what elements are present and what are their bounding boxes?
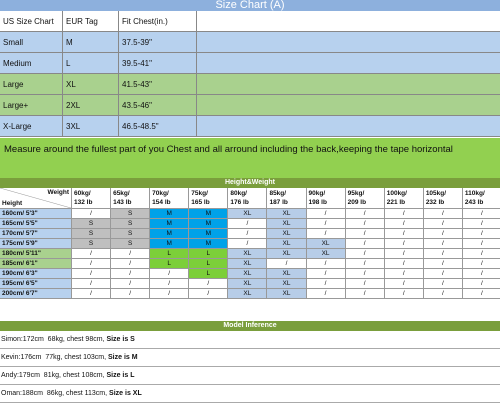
weight-column-header: [111, 188, 150, 209]
weight-column-header: [228, 188, 267, 209]
size-cell: S: [72, 239, 111, 249]
size-cell: /: [228, 219, 267, 229]
weight-lb-label: 198 lb: [308, 199, 327, 206]
weight-lb-label: 132 lb: [74, 199, 93, 206]
model-inference-line: [0, 367, 500, 385]
size-cell: /: [307, 259, 346, 269]
size-cell: /: [463, 209, 500, 219]
size-chart-eur-cell: 2XL: [63, 95, 119, 116]
size-chart-row: [0, 74, 500, 95]
model-inference-title: Model Inference: [0, 321, 500, 331]
size-cell: /: [385, 249, 424, 259]
size-cell: /: [385, 219, 424, 229]
size-cell: /: [463, 269, 500, 279]
size-chart-header-eur: EUR Tag: [63, 11, 119, 32]
size-cell: /: [346, 249, 385, 259]
model-inference-line: [0, 385, 500, 403]
size-cell: /: [424, 229, 463, 239]
weight-kg-label: 65kg/: [113, 190, 130, 197]
height-row: [0, 259, 500, 269]
measure-instruction: Measure around the fullest part of you Chest and all arround including the back,keeping the tape horizontal: [0, 138, 500, 178]
size-cell: /: [307, 269, 346, 279]
size-cell: /: [267, 259, 306, 269]
size-cell: XL: [267, 289, 306, 299]
size-cell: /: [307, 209, 346, 219]
size-cell: /: [189, 289, 228, 299]
weight-kg-label: 90kg/: [308, 190, 326, 197]
size-cell: /: [385, 289, 424, 299]
weight-lb-label: 154 lb: [152, 199, 171, 206]
size-cell: /: [424, 219, 463, 229]
size-chart-us-cell: Small: [0, 32, 63, 53]
size-cell: XL: [307, 239, 346, 249]
size-cell: /: [463, 239, 500, 249]
size-cell: XL: [228, 209, 267, 219]
size-cell: /: [111, 249, 150, 259]
size-chart-blank-cell: [197, 32, 500, 53]
weight-kg-label: 70kg/: [152, 190, 169, 197]
size-cell: /: [424, 259, 463, 269]
size-cell: /: [307, 229, 346, 239]
size-cell: S: [111, 239, 150, 249]
weight-kg-label: 80kg/: [230, 190, 247, 197]
size-chart-blank-cell: [197, 74, 500, 95]
size-cell: M: [150, 209, 189, 219]
size-chart-eur-cell: M: [63, 32, 119, 53]
model-stats-text: Oman:188cm 86kg, chest 113cm,: [1, 390, 110, 397]
size-chart-us-cell: Large+: [0, 95, 63, 116]
size-cell: XL: [228, 249, 267, 259]
size-chart-chest-cell: 43.5-46": [119, 95, 197, 116]
height-label: 165cm/ 5'5": [0, 219, 72, 229]
size-cell: /: [385, 259, 424, 269]
weight-kg-label: 85kg/: [269, 190, 287, 197]
model-stats-text: Kevin:176cm 77kg, chest 103cm,: [1, 354, 108, 361]
model-size-result: Size is L: [106, 372, 135, 379]
height-label: 200cm/ 6'7": [0, 289, 72, 299]
size-chart-title: Size Chart (A): [0, 0, 500, 11]
size-cell: /: [346, 219, 385, 229]
size-chart-row: [0, 116, 500, 137]
size-chart-header-blank: [197, 11, 500, 32]
size-cell: S: [111, 209, 150, 219]
model-size-result: Size is XL: [109, 390, 142, 397]
size-chart-chest-cell: 46.5-48.5": [119, 116, 197, 137]
size-cell: M: [189, 229, 228, 239]
weight-kg-label: 105kg/: [425, 190, 447, 197]
size-cell: /: [463, 219, 500, 229]
model-inference-section: [0, 321, 500, 403]
height-row: [0, 229, 500, 239]
model-inference-line: [0, 331, 500, 349]
size-chart-row: [0, 32, 500, 53]
size-cell: /: [385, 229, 424, 239]
size-cell: /: [385, 269, 424, 279]
size-cell: /: [72, 269, 111, 279]
size-cell: S: [111, 229, 150, 239]
size-cell: XL: [267, 229, 306, 239]
size-cell: /: [228, 229, 267, 239]
weight-column-header: [150, 188, 189, 209]
size-chart-chest-cell: 37.5-39": [119, 32, 197, 53]
size-cell: M: [150, 239, 189, 249]
height-row: [0, 219, 500, 229]
size-cell: /: [385, 279, 424, 289]
size-cell: /: [346, 239, 385, 249]
size-cell: XL: [228, 259, 267, 269]
height-label: 180cm/ 5'11": [0, 249, 72, 259]
size-cell: /: [346, 259, 385, 269]
height-label: 185cm/ 6'1": [0, 259, 72, 269]
size-cell: XL: [267, 269, 306, 279]
size-cell: S: [111, 219, 150, 229]
height-label: 175cm/ 5'9": [0, 239, 72, 249]
weight-lb-label: 209 lb: [347, 199, 367, 206]
model-inference-line: [0, 349, 500, 367]
height-row: [0, 269, 500, 279]
size-cell: M: [189, 219, 228, 229]
model-size-result: Size is M: [108, 354, 138, 361]
weight-kg-label: 60kg/: [74, 190, 91, 197]
height-label: 190cm/ 6'3": [0, 269, 72, 279]
size-chart-us-cell: Medium: [0, 53, 63, 74]
size-cell: /: [346, 209, 385, 219]
weight-column-header: [424, 188, 463, 209]
size-cell: /: [111, 259, 150, 269]
weight-lb-label: 232 lb: [425, 199, 445, 206]
size-chart-header-chest: Fit Chest(in.): [119, 11, 197, 32]
size-cell: /: [385, 239, 424, 249]
size-cell: /: [307, 219, 346, 229]
size-chart-blank-cell: [197, 95, 500, 116]
size-cell: /: [72, 249, 111, 259]
weight-lb-label: 243 lb: [464, 199, 484, 206]
height-weight-title: Height&Weight: [0, 178, 500, 188]
size-cell: /: [424, 249, 463, 259]
size-cell: M: [150, 219, 189, 229]
size-cell: M: [189, 209, 228, 219]
size-cell: /: [72, 289, 111, 299]
size-cell: /: [150, 289, 189, 299]
height-label: 170cm/ 5'7": [0, 229, 72, 239]
size-cell: /: [228, 239, 267, 249]
height-label: 160cm/ 5'3": [0, 209, 72, 219]
size-cell: XL: [228, 289, 267, 299]
weight-lb-label: 176 lb: [230, 199, 249, 206]
size-chart-chest-cell: 39.5-41": [119, 53, 197, 74]
size-cell: /: [111, 269, 150, 279]
size-cell: XL: [267, 239, 306, 249]
size-cell: /: [346, 269, 385, 279]
weight-column-header: [72, 188, 111, 209]
weight-column-header: [267, 188, 306, 209]
size-cell: /: [424, 289, 463, 299]
weight-column-header: [463, 188, 500, 209]
weight-lb-label: 187 lb: [269, 199, 288, 206]
size-cell: /: [346, 279, 385, 289]
size-cell: /: [463, 289, 500, 299]
size-chart-table: [0, 0, 500, 138]
size-cell: /: [346, 229, 385, 239]
size-chart-row: [0, 53, 500, 74]
size-cell: M: [189, 239, 228, 249]
size-cell: /: [307, 289, 346, 299]
height-row: [0, 289, 500, 299]
size-cell: M: [150, 229, 189, 239]
size-chart-eur-cell: XL: [63, 74, 119, 95]
height-weight-header-row: [0, 188, 500, 209]
size-cell: /: [424, 239, 463, 249]
size-cell: /: [72, 279, 111, 289]
size-cell: /: [72, 209, 111, 219]
size-cell: S: [72, 229, 111, 239]
weight-column-header: [385, 188, 424, 209]
size-chart-chest-cell: 41.5-43": [119, 74, 197, 95]
size-chart-header-row: [0, 11, 500, 32]
weight-kg-label: 95kg/: [347, 190, 365, 197]
weight-lb-label: 221 lb: [386, 199, 406, 206]
height-row: [0, 249, 500, 259]
size-cell: /: [189, 279, 228, 289]
weight-kg-label: 110kg/: [464, 190, 485, 197]
height-row: [0, 239, 500, 249]
weight-column-header: [307, 188, 346, 209]
model-stats-text: Simon:172cm 68kg, chest 98cm,: [1, 336, 107, 343]
size-cell: /: [111, 289, 150, 299]
size-cell: XL: [267, 219, 306, 229]
size-chart-header-us: US Size Chart: [0, 11, 63, 32]
size-cell: /: [463, 249, 500, 259]
size-cell: XL: [267, 249, 306, 259]
size-cell: /: [307, 279, 346, 289]
corner-height-label: Height: [2, 200, 23, 207]
size-cell: S: [72, 219, 111, 229]
size-cell: /: [463, 279, 500, 289]
weight-lb-label: 143 lb: [113, 199, 132, 206]
size-cell: /: [150, 279, 189, 289]
size-cell: L: [189, 269, 228, 279]
size-chart-row: [0, 95, 500, 116]
size-chart-eur-cell: 3XL: [63, 116, 119, 137]
size-chart-us-cell: X-Large: [0, 116, 63, 137]
size-cell: L: [189, 249, 228, 259]
size-cell: /: [424, 279, 463, 289]
weight-column-header: [189, 188, 228, 209]
size-cell: /: [346, 289, 385, 299]
size-chart-eur-cell: L: [63, 53, 119, 74]
height-weight-corner: [0, 188, 72, 209]
size-cell: /: [150, 269, 189, 279]
size-cell: XL: [228, 279, 267, 289]
weight-kg-label: 100kg/: [386, 190, 407, 197]
size-cell: /: [385, 209, 424, 219]
size-chart-blank-cell: [197, 116, 500, 137]
weight-lb-label: 165 lb: [191, 199, 210, 206]
height-weight-table: [0, 178, 500, 321]
model-size-result: Size is S: [106, 336, 135, 343]
height-row: [0, 209, 500, 219]
size-cell: /: [111, 279, 150, 289]
weight-column-header: [346, 188, 385, 209]
height-row: [0, 279, 500, 289]
size-cell: /: [424, 209, 463, 219]
size-cell: XL: [307, 249, 346, 259]
size-cell: L: [150, 249, 189, 259]
corner-weight-label: Weight: [47, 189, 69, 196]
size-cell: XL: [267, 279, 306, 289]
size-chart-us-cell: Large: [0, 74, 63, 95]
size-cell: L: [150, 259, 189, 269]
size-cell: XL: [267, 209, 306, 219]
height-label: 195cm/ 6'5": [0, 279, 72, 289]
size-cell: /: [463, 259, 500, 269]
size-cell: L: [189, 259, 228, 269]
size-cell: XL: [228, 269, 267, 279]
model-stats-text: Andy:179cm 81kg, chest 108cm,: [1, 372, 107, 379]
size-cell: /: [424, 269, 463, 279]
size-cell: /: [463, 229, 500, 239]
weight-kg-label: 75kg/: [191, 190, 208, 197]
size-cell: /: [72, 259, 111, 269]
size-chart-blank-cell: [197, 53, 500, 74]
